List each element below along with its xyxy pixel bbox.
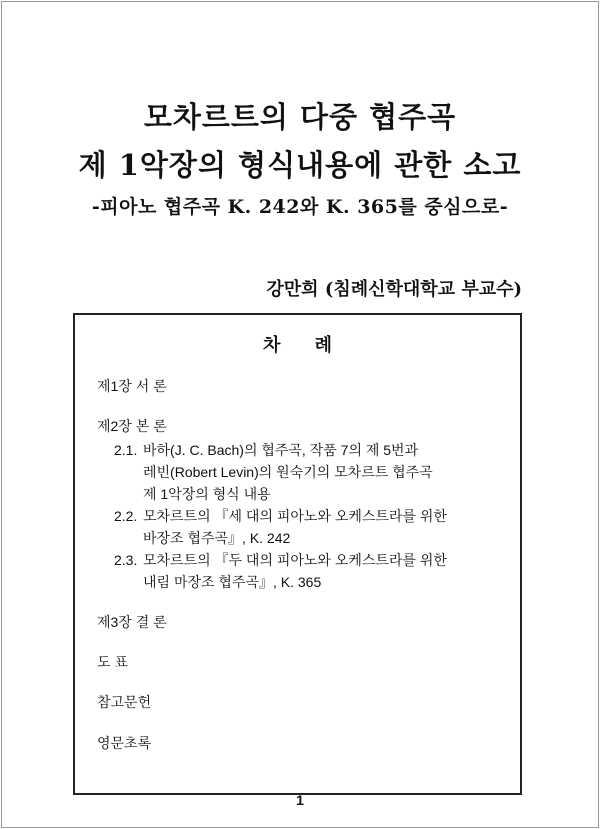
toc-section-2-1-number: 2.1.	[114, 442, 138, 458]
toc-chapter-1[interactable]: 제1장 서 론	[97, 378, 167, 394]
toc-abstract[interactable]: 영문초록	[97, 735, 152, 751]
toc-section-2-1-line-1[interactable]: 바하(J. C. Bach)의 협주곡, 작품 7의 제 5번과	[143, 442, 419, 458]
toc-section-2-1-line-2[interactable]: 레빈(Robert Levin)의 원숙기의 모차르트 협주곡	[143, 464, 433, 480]
title-line-2: 제 1악장의 형식내용에 관한 소고	[78, 148, 522, 182]
toc-section-2-2-number: 2.2.	[114, 508, 138, 524]
toc-section-2-3-line-1[interactable]: 모차르트의 『두 대의 피아노와 오케스트라를 위한	[143, 552, 447, 568]
toc-chapter-2[interactable]: 제2장 본 론	[97, 418, 167, 434]
toc-section-2-3-line-2[interactable]: 내림 마장조 협주곡』, K. 365	[143, 574, 322, 590]
toc-section-2-1-line-3[interactable]: 제 1악장의 형식 내용	[143, 486, 271, 502]
table-of-contents-box	[73, 313, 522, 795]
toc-figures[interactable]: 도 표	[97, 654, 128, 670]
toc-heading: 차 례	[262, 335, 333, 356]
subtitle: -피아노 협주곡 K. 242와 K. 365를 중심으로-	[91, 196, 509, 218]
toc-section-2-2-line-2[interactable]: 바장조 협주곡』, K. 242	[143, 530, 291, 546]
toc-section-2-2-line-1[interactable]: 모차르트의 『세 대의 피아노와 오케스트라를 위한	[143, 508, 447, 524]
page-number: 1	[296, 792, 304, 808]
toc-chapter-3[interactable]: 제3장 결 론	[97, 614, 167, 630]
toc-section-2-3-number: 2.3.	[114, 552, 138, 568]
author-line: 강만희 (침례신학대학교 부교수)	[266, 279, 522, 300]
title-line-1: 모차르트의 다중 협주곡	[143, 100, 457, 134]
toc-references[interactable]: 참고문헌	[97, 694, 152, 710]
